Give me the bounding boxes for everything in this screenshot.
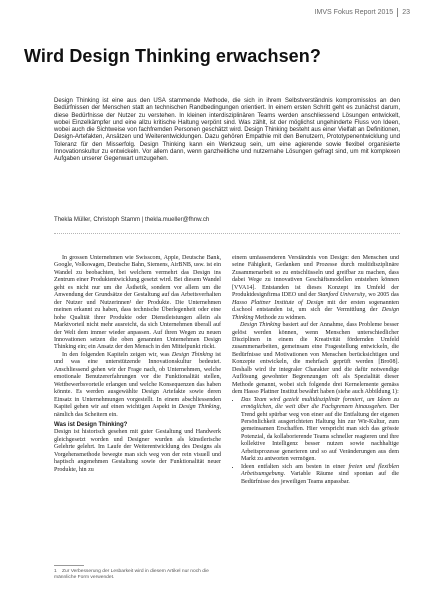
list-item-emphasis: freien und flexiblen Arbeitsumgebung [241, 463, 399, 478]
list-item-emphasis: Das Team wird gezielt multidisziplinär formiert, um Ideen zu ermöglichen, die weit über die Fachgrenzen hinausgehen. [241, 396, 399, 411]
outline-text-3: , nämlich das Scheitern ein. [54, 404, 221, 418]
dotted-divider [54, 233, 400, 234]
continuation-text-1: einem umfassenderen Verständnis von Design: den Menschen und seine Fähigkeit, Gedanken und Prozesse durch multidisziplinäre Zusammenarbeit so zu entschlüsseln und greifbar zu machen, dass dabei Wege zu innovativen Geschäftsmodellen entstehen können [VVA14]. Entstanden ist dieses Konzept im Umfeld der Produktdesignfirma IDEO und der [232, 255, 399, 299]
outline-emphasis-1: Design Thinking [171, 351, 213, 358]
list-item [241, 464, 399, 486]
definition-emphasis: Design Thinking [240, 322, 281, 329]
definition-paragraph [232, 322, 399, 397]
list-item [241, 397, 399, 464]
continuation-text-2: , wo 2005 das [365, 292, 399, 299]
outline-text-2: ist und was eine unterstützende Innovationskultur bedeutet. Anschliessend gehen wir der Frage nach, ob Unternehmen, welche emotionale Benutzererfahrungen vor die Funktionalität stellen, Wettbewerbsvorteile erlangen und welche Konsequenzen das haben könnte. Es werden ausgewählte Design Artefakte sowie deren Einsatz in Unternehmungen vorgestellt. In einem abschliessenden Kapitel gehen wir auf einen wichtigen Aspekt in [54, 351, 221, 411]
journal-name: IMVS Fokus Report 2015 [314, 9, 394, 16]
author-line: Thekla Müller, Christoph Stamm | thekla.mueller@fhnw.ch [54, 217, 210, 223]
section-paragraph: Design ist historisch gesehen mit guter Gestaltung und Handwerk gleichgesetzt worden und Designer wurden als künstlerische Gelehrte gelehrt. Im Laufe der Weiterentwicklung des Designs als Vorgehensmethode bewegte man sich weg von der rein visuell und haptisch angenehmen Gestaltung sowie der Funktionalität neuer Produkte, hin zu [54, 429, 221, 473]
intro-paragraph: In grossen Unternehmen wie Swisscom, Apple, Deutsche Bank, Google, Volkswagen, Deutsche Bahn, Siemens, AirBNB, usw. ist ein Wandel zu beobachten, bei welchem vermehrt das Design ins Zentrum einer Produktentwicklung gesetzt wird. Bei diesem Wandel geht es nicht nur um die Ästhetik, sondern vor allem um die Anwendung der Grundsätze der Gestaltung auf das Arbeitsverhalten der Nutzer und Nutzerinnen¹ der Produkte. Die Unternehmen meinen erkannt zu haben, dass technische Überlegenheit oder eine hohe Qualität ihrer Produkte oder Dienstleistungen allein als Marktvorteil nicht mehr ausreicht, da sich Unternehmen überall auf der Welt dem immer wieder anpassen. Auf ihren Wegen zu neuen Innovationen setzen die oben genannten Unternehmen Design Thinking ein; ein Ansatz der den Mensch in den Mittelpunkt rückt. [54, 255, 221, 351]
article-abstract: Design Thinking ist eine aus den USA stammende Methode, die sich in ihrem Selbstverständnis kompromisslos an den Bedürfnissen der Menschen statt an technischen Randbedingungen orientiert. In einem ersten Schritt geht es zunächst darum, diese Bedürfnisse der Nutzer zu verstehen. In kleinen interdisziplinären Teams werden anschliessend Lösungen entwickelt, wobei Einzelkämpfer und eine allzu kritische Haltung verpönt sind. Was zählt, ist der möglichst ungehinderte Fluss von Ideen, wobei auch die Sichtweise von fachfremden Personen geschätzt wird. Design Thinking besteht aus einer Vielfalt an Definitionen, Design-Artefakten, Ansätzen und Weiterentwicklungen. Dazu gehören Empathie mit den Benutzern, Prototypenentwicklung und Toleranz für den Misserfolg. Design Thinking kann ein Werkzeug sein, um eine agierende sowie flexibel organisierte Innovationskultur zu entwickeln. Vor allem dann, wenn ganzheitliche und nutzernahe Lösungen gefragt sind, um mit komplexen Aufgaben unserer Gegenwart umzugehen. [54, 98, 400, 162]
list-item-text: . Variable Räume sind spontan auf die Bedürfnisse des jeweiligen Teams anpassbar. [241, 471, 399, 485]
outline-emphasis-2: Design Thinking [178, 404, 220, 411]
right-column [232, 255, 399, 588]
outline-text-1: In den folgenden Kapiteln zeigen wir, was [62, 351, 172, 358]
left-column-body [54, 255, 221, 563]
continuation-emphasis-2: Hasso Plattner Institute of Design [232, 299, 324, 306]
definition-text: basiert auf der Annahme, dass Probleme besser gelöst werden können, wenn Menschen unterschiedlicher Disziplinen in einem die Kreativität fördernden Umfeld zusammenarbeiten, gemeinsam eine Fragestellung entwickeln, die Bedürfnisse und Motivationen von Menschen berücksichtigen und Konzepte entwickeln, die mehrfach geprüft werden [Bro08]. Deshalb wird ihr integraler Charakter und die dafür notwendige Auflösung gewohnter Begrenzungen oft als Spezialität dieser Methode genannt, wobei sich folgende drei Kernelemente gemäss dem Hasso Plattner Institut bewährt haben (siehe auch Abbildung 1): [232, 322, 399, 396]
section-heading: Was ist Design Thinking? [54, 421, 128, 428]
continuation-emphasis-1: Stanford University [317, 292, 366, 299]
continuation-text-3: mit der ersten sogenannten d.school entstanden ist, um sich der Vermittlung der [232, 299, 399, 314]
header-divider [397, 8, 398, 17]
footnote-divider [54, 565, 84, 566]
list-item-text: Ideen entfalten sich am besten in einer [241, 463, 349, 470]
page-number: 23 [402, 9, 410, 16]
continuation-emphasis-3: Design Thinking [232, 307, 399, 321]
core-elements-list [232, 397, 399, 486]
list-item-text: Der Trend geht spürbar weg von einer auf die Entfaltung der eigenen Persönlichkeit ausgerichteten Haltung hin zur Wir-Kultur, zum gemeinsamen Erschaffen. Hier verspricht man sich das grösste Potenzial, da kollaborierende Teams schneller reagieren und ihre kollektive Intelligenz besser nutzen sowie nachhaltige Arbeitsprozesse generieren und so auf Veränderungen aus dem Markt zu antworten vermögen. [241, 404, 399, 463]
article-title: Wird Design Thinking erwachsen? [24, 46, 321, 66]
left-column [54, 255, 221, 588]
outline-paragraph [54, 352, 221, 419]
footnote-number: 1 [54, 569, 57, 574]
continuation-paragraph [232, 255, 399, 322]
continuation-text-4: Methode zu widmen. [253, 314, 307, 321]
footnote [54, 569, 221, 581]
footnote-text: Zur Verbesserung der Lesbarkeit wird in diesem Artikel nur noch die männliche Form verwendet. [54, 569, 209, 580]
running-header [315, 8, 410, 17]
